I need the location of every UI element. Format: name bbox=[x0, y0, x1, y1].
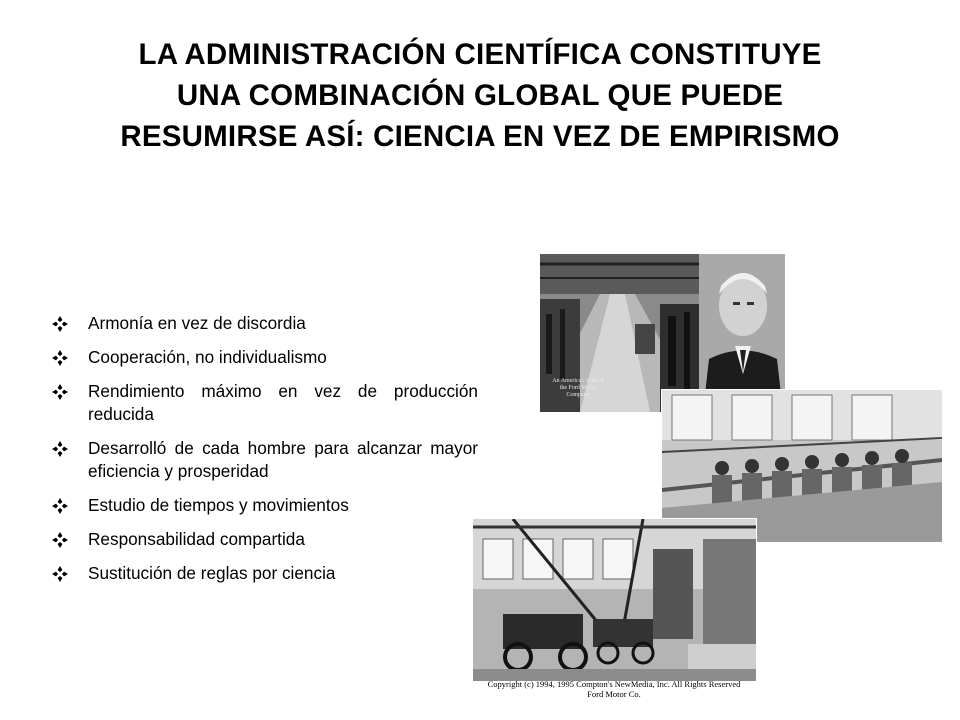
title-line-1: LA ADMINISTRACIÓN CIENTÍFICA CONSTITUYE bbox=[138, 38, 822, 71]
bullet-text: Desarrolló de cada hombre para alcanzar mayor eficiencia y prosperidad bbox=[88, 438, 478, 481]
diamond-four-petal-icon bbox=[52, 384, 68, 400]
diamond-four-petal-icon bbox=[52, 498, 68, 514]
diamond-four-petal-icon bbox=[52, 566, 68, 582]
caption-line-1: Copyright (c) 1994, 1995 Compton's NewMedia, Inc. All Rights Reserved bbox=[487, 679, 741, 689]
diamond-four-petal-icon bbox=[52, 441, 68, 457]
bullet-text: Responsabilidad compartida bbox=[88, 529, 305, 549]
car-assembly-photo bbox=[472, 518, 757, 682]
photo-caption bbox=[472, 679, 756, 699]
bullet-item bbox=[52, 437, 478, 483]
bullet-text: Cooperación, no individualismo bbox=[88, 347, 327, 367]
title-line-2: UNA COMBINACIÓN GLOBAL QUE PUEDE bbox=[176, 79, 784, 112]
diamond-four-petal-icon bbox=[52, 316, 68, 332]
title-line-3: RESUMIRSE ASÍ: CIENCIA EN VEZ DE EMPIRISMO bbox=[120, 120, 840, 153]
bullet-list bbox=[52, 312, 478, 596]
bullet-item bbox=[52, 494, 478, 517]
bullet-item bbox=[52, 528, 478, 551]
bullet-text: Rendimiento máximo en vez de producción reducida bbox=[88, 381, 478, 424]
bullet-text: Sustitución de reglas por ciencia bbox=[88, 563, 336, 583]
slide-title bbox=[40, 34, 920, 157]
diamond-four-petal-icon bbox=[52, 350, 68, 366]
caption-line-2: Ford Motor Co. bbox=[587, 689, 641, 699]
factory-line-label: An America's Line of the Ford Motor Company bbox=[552, 378, 604, 398]
bullet-text: Armonía en vez de discordia bbox=[88, 313, 306, 333]
bullet-text: Estudio de tiempos y movimientos bbox=[88, 495, 349, 515]
bullet-item bbox=[52, 312, 478, 335]
bullet-item bbox=[52, 346, 478, 369]
bullet-item bbox=[52, 562, 478, 585]
diamond-four-petal-icon bbox=[52, 532, 68, 548]
bullet-item bbox=[52, 380, 478, 426]
